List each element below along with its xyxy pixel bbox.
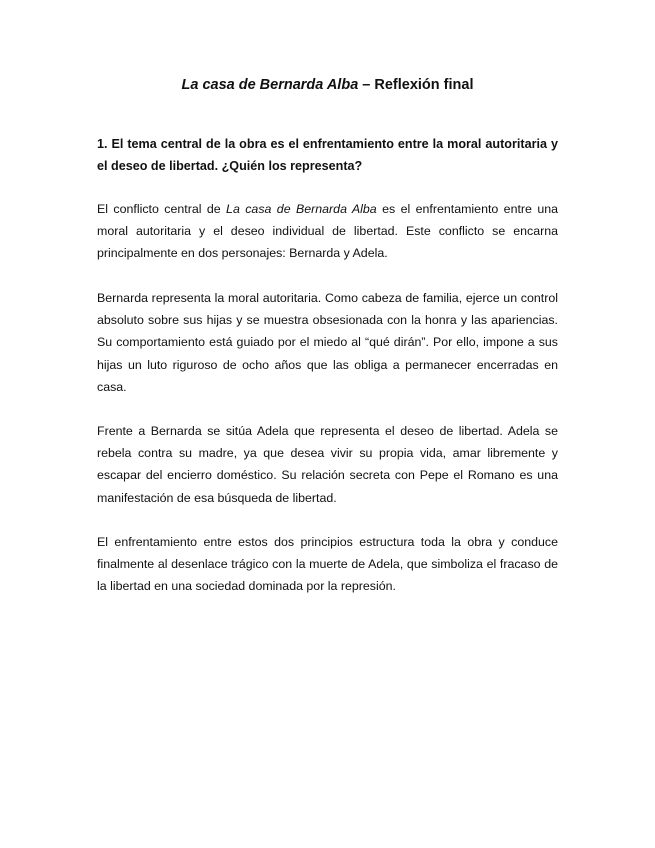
paragraph-conclusion: El enfrentamiento entre estos dos principios estructura toda la obra y conduce finalmente al desenlace trágico con la muerte de Adela, que simboliza el fracaso de la libertad en una sociedad dominada por la represión. [97, 535, 558, 594]
paragraph-intro-before: El conflicto central de [97, 202, 227, 216]
work-title: La casa de Bernarda Alba [181, 77, 359, 93]
question-heading: 1. El tema central de la obra es el enfrentamiento entre la moral autoritaria y el deseo de libertad. ¿Quién los representa? [97, 137, 558, 173]
title-suffix: – Reflexión final [358, 77, 474, 93]
paragraph-intro-work: La casa de Bernarda Alba [226, 202, 377, 216]
document-title [0, 74, 655, 96]
paragraph-intro-after: es el enfrentamiento entre una moral autoritaria y el deseo individual de libertad. Este conflicto se encarna principalmente en dos personajes: Bernarda y Adela. [97, 202, 559, 261]
paragraph-intro [97, 198, 558, 265]
paragraph-adela: Frente a Bernarda se sitúa Adela que representa el deseo de libertad. Adela se rebela contra su madre, ya que desea vivir su propia vida, amar libremente y escapar del encierro doméstico. Su relación secreta con Pepe el Romano es una manifestación de esa búsqueda de libertad. [97, 424, 558, 505]
paragraph-bernarda: Bernarda representa la moral autoritaria. Como cabeza de familia, ejerce un control absoluto sobre sus hijas y se muestra obsesionada con la honra y las apariencias. Su comportamiento está guiado por el miedo al “qué dirán”. Por ello, impone a sus hijas un luto riguroso de ocho años que las obliga a permanecer encerradas en casa. [97, 291, 558, 394]
